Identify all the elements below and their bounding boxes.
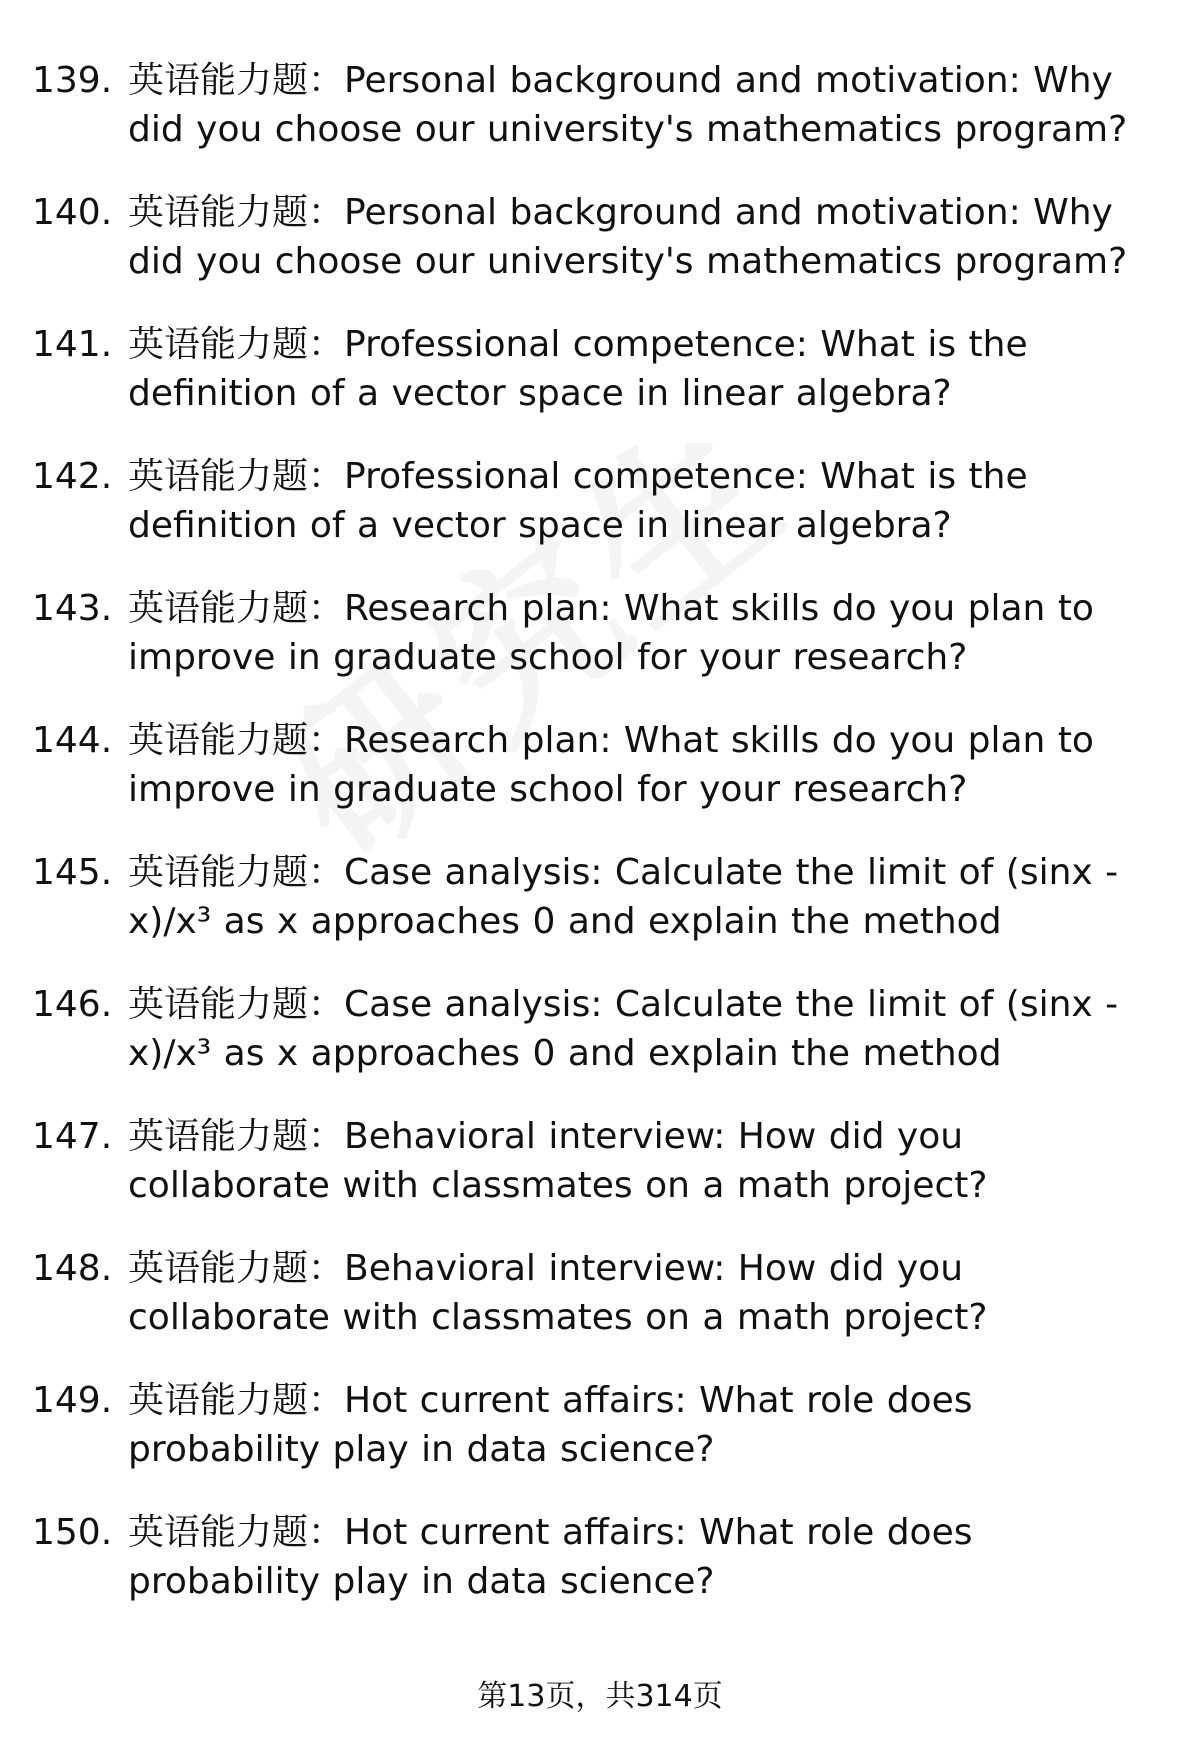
- question-prefix: 英语能力题：: [128, 720, 345, 761]
- question-number: 150.: [32, 1512, 113, 1553]
- question-number: 147.: [32, 1116, 113, 1157]
- question-number: 142.: [32, 456, 113, 497]
- question-text: [128, 848, 1160, 946]
- question-prefix: 英语能力题：: [128, 1512, 345, 1553]
- question-number: 149.: [32, 1380, 113, 1421]
- question-body: Personal background and motivation: Why did you choose our university's mathematics program?: [128, 192, 1128, 282]
- question-item: [0, 848, 1200, 980]
- question-prefix: 英语能力题：: [128, 60, 345, 101]
- question-text: [128, 452, 1160, 550]
- question-number: 141.: [32, 324, 113, 365]
- question-text: [128, 188, 1160, 286]
- question-body: Research plan: What skills do you plan to improve in graduate school for your research?: [128, 588, 1094, 678]
- question-prefix: 英语能力题：: [128, 1248, 345, 1289]
- question-prefix: 英语能力题：: [128, 456, 345, 497]
- question-item: [0, 716, 1200, 848]
- question-body: Behavioral interview: How did you collaborate with classmates on a math project?: [128, 1116, 988, 1206]
- question-body: Professional competence: What is the definition of a vector space in linear algebra?: [128, 456, 1028, 546]
- question-item: [0, 320, 1200, 452]
- question-item: [0, 1508, 1200, 1640]
- question-item: [0, 584, 1200, 716]
- question-item: [0, 188, 1200, 320]
- question-prefix: 英语能力题：: [128, 324, 345, 365]
- page-number: 第13页，共314页: [477, 1679, 723, 1714]
- question-text: [128, 56, 1160, 154]
- question-number: 148.: [32, 1248, 113, 1289]
- question-prefix: 英语能力题：: [128, 852, 345, 893]
- question-item: [0, 452, 1200, 584]
- question-number: 144.: [32, 720, 113, 761]
- question-item: [0, 1376, 1200, 1508]
- question-body: Personal background and motivation: Why did you choose our university's mathematics program?: [128, 60, 1128, 150]
- question-text: [128, 320, 1160, 418]
- question-text: [128, 1508, 1160, 1606]
- question-item: [0, 980, 1200, 1112]
- question-prefix: 英语能力题：: [128, 1380, 345, 1421]
- question-text: [128, 1376, 1160, 1474]
- question-item: [0, 1244, 1200, 1376]
- question-number: 145.: [32, 852, 113, 893]
- question-number: 143.: [32, 588, 113, 629]
- question-body: Case analysis: Calculate the limit of (sinx - x)/x³ as x approaches 0 and explain the method: [128, 852, 1119, 942]
- question-text: [128, 716, 1160, 814]
- question-prefix: 英语能力题：: [128, 192, 345, 233]
- question-prefix: 英语能力题：: [128, 1116, 345, 1157]
- question-text: [128, 1244, 1160, 1342]
- question-list: [0, 56, 1200, 1640]
- question-body: Behavioral interview: How did you collaborate with classmates on a math project?: [128, 1248, 988, 1338]
- question-body: Hot current affairs: What role does probability play in data science?: [128, 1512, 973, 1602]
- question-text: [128, 1112, 1160, 1210]
- question-body: Research plan: What skills do you plan to improve in graduate school for your research?: [128, 720, 1094, 810]
- question-prefix: 英语能力题：: [128, 588, 345, 629]
- question-body: Professional competence: What is the definition of a vector space in linear algebra?: [128, 324, 1028, 414]
- question-number: 146.: [32, 984, 113, 1025]
- question-body: Case analysis: Calculate the limit of (sinx - x)/x³ as x approaches 0 and explain the method: [128, 984, 1119, 1074]
- question-item: [0, 56, 1200, 188]
- question-body: Hot current affairs: What role does probability play in data science?: [128, 1380, 973, 1470]
- question-number: 140.: [32, 192, 113, 233]
- question-text: [128, 584, 1160, 682]
- question-item: [0, 1112, 1200, 1244]
- question-number: 139.: [32, 60, 113, 101]
- question-prefix: 英语能力题：: [128, 984, 345, 1025]
- question-text: [128, 980, 1160, 1078]
